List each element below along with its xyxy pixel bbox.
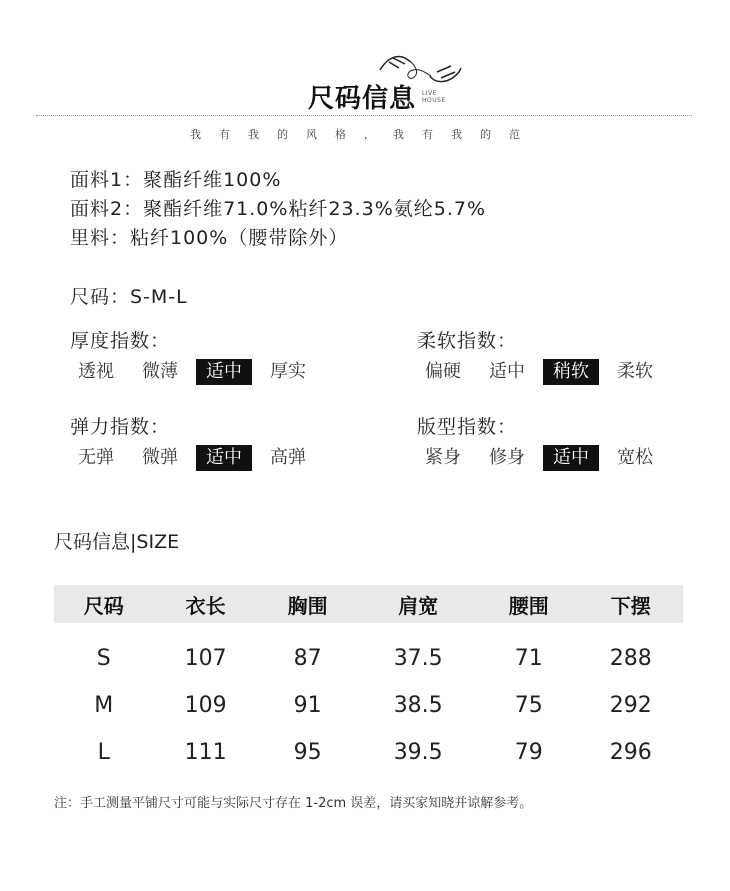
softness-option-selected: 稍软	[543, 359, 599, 385]
softness-option: 柔软	[617, 361, 653, 382]
column-header: 胸围	[258, 585, 357, 623]
softness-option: 适中	[489, 361, 525, 382]
fabric-line-1: 面料1：聚酯纤维100%	[70, 169, 282, 191]
fabric-line-2: 面料2：聚酯纤维71.0%粘纤23.3%氨纶5.7%	[70, 198, 487, 220]
column-header: 肩宽	[357, 585, 479, 623]
lining-line: 里料：粘纤100%（腰带除外）	[70, 227, 349, 249]
thickness-option: 微薄	[142, 361, 178, 382]
elasticity-index-title: 弹力指数：	[70, 416, 171, 438]
elasticity-option: 高弹	[270, 447, 306, 468]
fit-option: 紧身	[425, 447, 461, 468]
thickness-option: 透视	[78, 361, 114, 382]
softness-index	[417, 326, 671, 385]
thickness-options	[68, 359, 324, 385]
table-cell: 79	[514, 740, 543, 765]
fit-option: 修身	[489, 447, 525, 468]
table-cell: 109	[184, 693, 227, 718]
table-cell: 38.5	[393, 693, 443, 718]
column-header: 尺码	[54, 585, 153, 623]
softness-option: 偏硬	[425, 361, 461, 382]
thickness-option-selected: 适中	[196, 359, 252, 385]
table-cell: 107	[184, 646, 227, 671]
table-cell: 95	[293, 740, 322, 765]
elasticity-options	[68, 445, 324, 471]
thickness-index	[70, 326, 324, 385]
table-cell: 37.5	[393, 646, 443, 671]
table-row	[54, 623, 683, 682]
slogan: 我有我的风格，我有我的范	[190, 128, 538, 141]
measurement-note: 注：手工测量平铺尺寸可能与实际尺寸存在 1-2cm 误差，请买家知晓并谅解参考。	[54, 796, 533, 811]
column-header: 下摆	[579, 585, 683, 623]
elasticity-option: 无弹	[78, 447, 114, 468]
fit-index-title: 版型指数：	[417, 416, 518, 438]
size-table	[54, 585, 683, 776]
table-row	[54, 682, 683, 729]
softness-index-title: 柔软指数：	[417, 330, 518, 352]
table-cell: 71	[514, 646, 543, 671]
table-cell: 87	[293, 646, 322, 671]
dotted-divider	[36, 115, 692, 116]
thickness-option: 厚实	[270, 361, 306, 382]
table-cell: S	[96, 646, 111, 671]
table-cell: 75	[514, 693, 543, 718]
softness-options	[415, 359, 671, 385]
live-house-tag: LIVE HOUSE	[422, 90, 446, 104]
column-header: 衣长	[153, 585, 257, 623]
size-table-heading: 尺码信息|SIZE	[54, 531, 180, 553]
table-cell: 39.5	[393, 740, 443, 765]
fit-index	[417, 412, 671, 471]
table-cell: 296	[609, 740, 652, 765]
column-header: 腰围	[479, 585, 578, 623]
available-sizes: 尺码：S-M-L	[70, 286, 188, 308]
fit-options	[415, 445, 671, 471]
thickness-index-title: 厚度指数：	[70, 330, 171, 352]
table-cell: M	[94, 693, 114, 718]
table-cell: 91	[293, 693, 322, 718]
table-cell: 288	[609, 646, 652, 671]
elasticity-option: 微弹	[142, 447, 178, 468]
table-cell: L	[97, 740, 110, 765]
elasticity-index	[70, 412, 324, 471]
table-cell: 292	[609, 693, 652, 718]
page-title: 尺码信息	[308, 84, 417, 114]
fit-option-selected: 适中	[543, 445, 599, 471]
fit-option: 宽松	[617, 447, 653, 468]
table-cell: 111	[184, 740, 227, 765]
size-table-header-row	[54, 585, 683, 623]
elasticity-option-selected: 适中	[196, 445, 252, 471]
table-row	[54, 729, 683, 776]
